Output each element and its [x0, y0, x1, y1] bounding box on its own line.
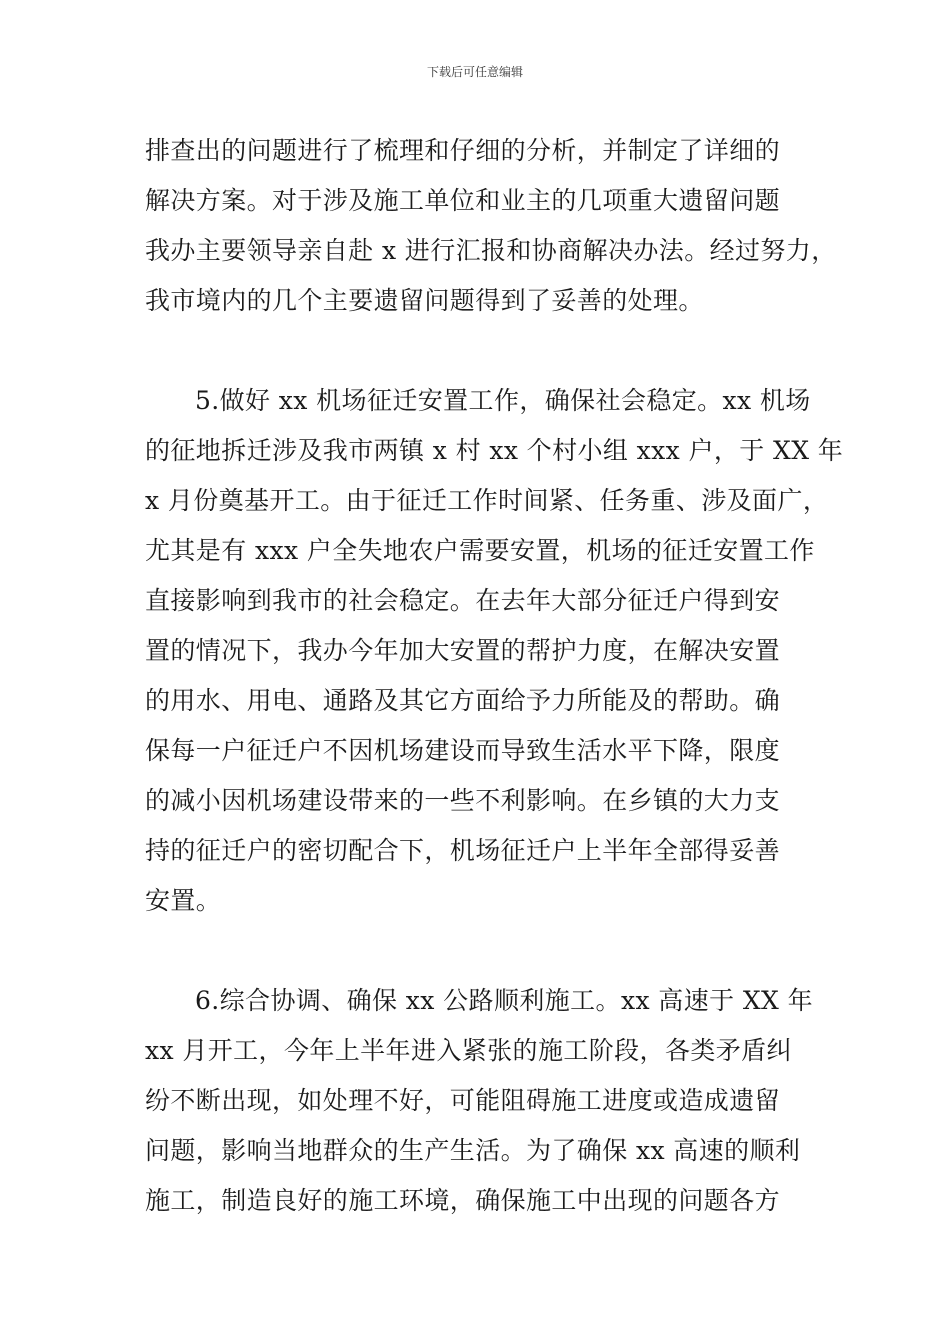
- page-header-note: 下载后可任意编辑: [426, 65, 523, 79]
- text-line: 6.综合协调、确保 xx 公路顺利施工。xx 高速于 XX 年: [195, 986, 813, 1015]
- document-body: [145, 126, 844, 1226]
- text-line: 的用水、用电、通路及其它方面给予力所能及的帮助。确: [145, 686, 781, 715]
- text-line: 我办主要领导亲自赴 x 进行汇报和协商解决办法。经过努力，: [145, 236, 837, 265]
- text-line: 直接影响到我市的社会稳定。在去年大部分征迁户得到安: [145, 586, 781, 615]
- text-line: 的减小因机场建设带来的一些不利影响。在乡镇的大力支: [145, 786, 781, 815]
- text-line: 保每一户征迁户不因机场建设而导致生活水平下降，限度: [145, 736, 781, 765]
- text-line: 排查出的问题进行了梳理和仔细的分析，并制定了详细的: [145, 136, 781, 165]
- text-line: 尤其是有 xxx 户全失地农户需要安置，机场的征迁安置工作: [145, 536, 815, 565]
- text-line: 我市境内的几个主要遗留问题得到了妥善的处理。: [145, 286, 704, 315]
- text-line: xx 月开工，今年上半年进入紧张的施工阶段，各类矛盾纠: [145, 1036, 792, 1065]
- text-line: 的征地拆迁涉及我市两镇 x 村 xx 个村小组 xxx 户，于 XX 年: [145, 436, 844, 465]
- paragraph-item-6: [145, 976, 813, 1226]
- paragraph-continuation: [145, 126, 837, 326]
- text-line: 持的征迁户的密切配合下，机场征迁户上半年全部得妥善: [145, 836, 781, 865]
- text-line: 问题，影响当地群众的生产生活。为了确保 xx 高速的顺利: [145, 1136, 801, 1165]
- text-line: 安置。: [145, 886, 222, 915]
- text-line: 置的情况下，我办今年加大安置的帮护力度，在解决安置: [145, 636, 781, 665]
- text-line: 施工，制造良好的施工环境，确保施工中出现的问题各方: [145, 1186, 781, 1215]
- text-line: 纷不断出现，如处理不好，可能阻碍施工进度或造成遗留: [145, 1086, 781, 1115]
- text-line: 5.做好 xx 机场征迁安置工作，确保社会稳定。xx 机场: [195, 386, 811, 415]
- paragraph-item-5: [145, 376, 844, 926]
- text-line: x 月份奠基开工。由于征迁工作时间紧、任务重、涉及面广，: [145, 486, 829, 515]
- text-line: 解决方案。对于涉及施工单位和业主的几项重大遗留问题: [145, 186, 781, 215]
